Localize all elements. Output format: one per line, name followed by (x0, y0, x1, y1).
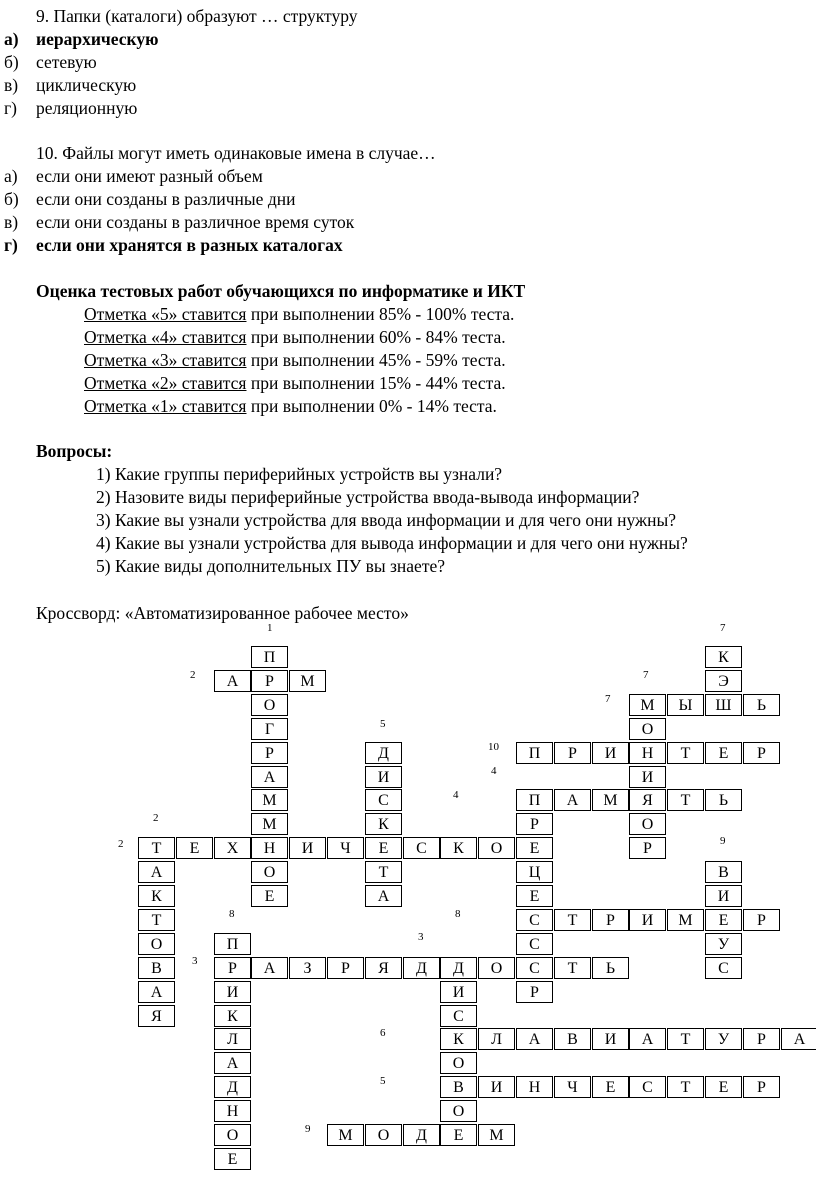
crossword-cell: Н (251, 837, 288, 859)
grading-mark: Отметка «1» ставится (84, 396, 247, 416)
crossword-cell: О (251, 861, 288, 883)
crossword-cell: А (251, 766, 288, 788)
grading-condition: при выполнении 0% - 14% теста. (246, 396, 497, 416)
clue-number: 10 (488, 741, 499, 753)
crossword-cell: О (478, 837, 515, 859)
clue-number: 3 (418, 931, 424, 943)
crossword-cell: О (629, 813, 666, 835)
clue-number: 2 (118, 838, 124, 850)
crossword-cell: Р (743, 909, 780, 931)
question-10-text: 10. Файлы могут иметь одинаковые имена в случае… (36, 143, 436, 163)
crossword-cell: Т (365, 861, 402, 883)
crossword-cell: Д (214, 1076, 251, 1098)
grading-condition: при выполнении 60% - 84% теста. (246, 327, 506, 347)
crossword-cell: Ь (592, 957, 629, 979)
clue-number: 9 (720, 835, 726, 847)
option-text: если они имеют разный объем (36, 166, 263, 186)
crossword-cell: С (440, 1005, 477, 1027)
crossword-cell: Ь (743, 694, 780, 716)
option-label: а) (4, 29, 19, 49)
crossword-cell: Р (516, 813, 553, 835)
crossword-cell: О (629, 718, 666, 740)
crossword-cell: К (365, 813, 402, 835)
crossword-cell: Т (667, 1028, 704, 1050)
crossword-cell: Т (138, 837, 175, 859)
crossword-cell: М (592, 789, 629, 811)
crossword-cell: И (478, 1076, 515, 1098)
crossword-cell: А (214, 1052, 251, 1074)
grading-row (84, 303, 514, 325)
grading-condition: при выполнении 45% - 59% теста. (246, 350, 506, 370)
crossword-cell: Ш (705, 694, 742, 716)
crossword-cell: Р (743, 1028, 780, 1050)
crossword-title: Кроссворд: «Автоматизированное рабочее место» (36, 603, 409, 623)
crossword-cell: С (403, 837, 440, 859)
crossword-cell: Д (403, 957, 440, 979)
crossword-cell: Ц (516, 861, 553, 883)
crossword-cell: А (365, 885, 402, 907)
crossword-cell: Ы (667, 694, 704, 716)
crossword-cell: В (705, 861, 742, 883)
clue-number: 7 (643, 669, 649, 681)
questions-title: Вопросы: (36, 441, 113, 461)
question-item: 2) Назовите виды периферийные устройства ввода-вывода информации? (96, 487, 640, 507)
crossword-cell: Е (705, 1076, 742, 1098)
crossword-cell: М (251, 789, 288, 811)
crossword-cell: К (214, 1005, 251, 1027)
crossword-cell: Ч (327, 837, 364, 859)
crossword-cell: Х (214, 837, 251, 859)
crossword-cell: Г (251, 718, 288, 740)
crossword-cell: Д (440, 957, 477, 979)
crossword-cell: М (327, 1124, 364, 1146)
crossword-cell: О (214, 1124, 251, 1146)
crossword-cell: З (289, 957, 326, 979)
crossword-cell: Т (667, 1076, 704, 1098)
crossword-cell: С (516, 957, 553, 979)
crossword-cell: Я (138, 1005, 175, 1027)
crossword-cell: П (214, 933, 251, 955)
crossword-cell: Е (516, 837, 553, 859)
crossword-cell: О (440, 1100, 477, 1122)
question-9-text: 9. Папки (каталоги) образуют … структуру (36, 6, 358, 26)
option-text: если они созданы в различные дни (36, 189, 296, 209)
crossword-cell: Д (403, 1124, 440, 1146)
crossword-cell: И (440, 981, 477, 1003)
crossword-cell: М (667, 909, 704, 931)
crossword-cell: М (289, 670, 326, 692)
grading-row (84, 349, 506, 371)
crossword-cell: Е (705, 909, 742, 931)
crossword-cell: М (478, 1124, 515, 1146)
crossword-cell: М (629, 694, 666, 716)
crossword-cell: К (440, 837, 477, 859)
crossword-cell: Т (667, 742, 704, 764)
crossword-cell: Ь (705, 789, 742, 811)
crossword-cell: Е (365, 837, 402, 859)
crossword-cell: И (289, 837, 326, 859)
crossword-cell: А (251, 957, 288, 979)
crossword-cell: У (705, 933, 742, 955)
clue-number: 7 (720, 622, 726, 634)
crossword-cell: В (138, 957, 175, 979)
option-label: в) (4, 75, 19, 95)
crossword-cell: Д (365, 742, 402, 764)
crossword-cell: Р (629, 837, 666, 859)
crossword-cell: А (138, 861, 175, 883)
crossword-cell: Т (554, 909, 591, 931)
clue-number: 1 (267, 622, 273, 634)
crossword-cell: Е (214, 1148, 251, 1170)
question-item: 3) Какие вы узнали устройства для ввода информации и для чего они нужны? (96, 510, 677, 530)
option-label: б) (4, 52, 19, 72)
crossword-cell: Е (705, 742, 742, 764)
crossword-cell: С (516, 909, 553, 931)
crossword-cell: А (138, 981, 175, 1003)
crossword-cell: А (554, 789, 591, 811)
clue-number: 8 (229, 908, 235, 920)
crossword-cell: А (214, 670, 251, 692)
crossword-cell: И (629, 909, 666, 931)
clue-number: 7 (605, 693, 611, 705)
crossword-cell: А (629, 1028, 666, 1050)
option-label: а) (4, 166, 18, 186)
crossword-cell: Р (251, 670, 288, 692)
crossword-cell: Р (743, 742, 780, 764)
crossword-cell: Т (138, 909, 175, 931)
crossword-cell: И (365, 766, 402, 788)
crossword-cell: Л (214, 1028, 251, 1050)
crossword-cell: П (516, 742, 553, 764)
crossword-cell: О (365, 1124, 402, 1146)
crossword-cell: Л (478, 1028, 515, 1050)
clue-number: 4 (453, 789, 459, 801)
crossword-cell: А (781, 1028, 816, 1050)
crossword-cell: Р (516, 981, 553, 1003)
clue-number: 4 (491, 765, 497, 777)
clue-number: 6 (380, 1027, 386, 1039)
crossword-cell: Р (214, 957, 251, 979)
crossword-cell: Я (365, 957, 402, 979)
crossword-cell: Р (554, 742, 591, 764)
clue-number: 9 (305, 1123, 311, 1135)
clue-number: 8 (455, 908, 461, 920)
crossword-cell: В (554, 1028, 591, 1050)
crossword-cell: И (592, 1028, 629, 1050)
grading-mark: Отметка «2» ставится (84, 373, 247, 393)
crossword-cell: О (251, 694, 288, 716)
crossword-cell: И (629, 766, 666, 788)
option-label: в) (4, 212, 19, 232)
crossword-cell: С (705, 957, 742, 979)
crossword-cell: Р (743, 1076, 780, 1098)
crossword-cell: Е (176, 837, 213, 859)
option-label: б) (4, 189, 19, 209)
crossword-cell: С (629, 1076, 666, 1098)
clue-number: 3 (192, 955, 198, 967)
crossword-cell: К (440, 1028, 477, 1050)
crossword-cell: Е (592, 1076, 629, 1098)
option-label: г) (4, 235, 18, 255)
grading-condition: при выполнении 15% - 44% теста. (246, 373, 506, 393)
crossword-cell: У (705, 1028, 742, 1050)
grading-condition: при выполнении 85% - 100% теста. (246, 304, 515, 324)
crossword-cell: В (440, 1076, 477, 1098)
question-item: 4) Какие вы узнали устройства для вывода информации и для чего они нужны? (96, 533, 688, 553)
option-label: г) (4, 98, 18, 118)
crossword-cell: С (516, 933, 553, 955)
crossword-cell: О (478, 957, 515, 979)
crossword-cell: Н (214, 1100, 251, 1122)
crossword-cell: С (365, 789, 402, 811)
option-text: циклическую (36, 75, 137, 95)
crossword-cell: И (214, 981, 251, 1003)
grading-row (84, 395, 497, 417)
crossword-cell: К (138, 885, 175, 907)
question-item: 1) Какие группы периферийных устройств вы узнали? (96, 464, 503, 484)
clue-number: 5 (380, 718, 386, 730)
clue-number: 2 (190, 669, 196, 681)
clue-number: 2 (153, 812, 159, 824)
crossword-cell: П (251, 646, 288, 668)
crossword-cell: О (440, 1052, 477, 1074)
crossword-cell: Н (516, 1076, 553, 1098)
grading-row (84, 372, 506, 394)
clue-number: 5 (380, 1075, 386, 1087)
grading-mark: Отметка «5» ставится (84, 304, 247, 324)
crossword-cell: И (705, 885, 742, 907)
crossword-cell: Ч (554, 1076, 591, 1098)
grading-mark: Отметка «3» ставится (84, 350, 247, 370)
question-item: 5) Какие виды дополнительных ПУ вы знаете? (96, 556, 446, 576)
option-text: реляционную (36, 98, 138, 118)
crossword-cell: Р (251, 742, 288, 764)
crossword-cell: Н (629, 742, 666, 764)
crossword-cell: П (516, 789, 553, 811)
option-text: если они хранятся в разных каталогах (36, 235, 343, 255)
crossword-cell: Е (251, 885, 288, 907)
crossword-cell: Э (705, 670, 742, 692)
crossword-cell: Т (554, 957, 591, 979)
crossword-cell: Р (592, 909, 629, 931)
crossword-cell: Е (516, 885, 553, 907)
option-text: если они созданы в различное время суток (36, 212, 355, 232)
crossword-cell: А (516, 1028, 553, 1050)
crossword-cell: Я (629, 789, 666, 811)
grading-title: Оценка тестовых работ обучающихся по информатике и ИКТ (36, 281, 526, 301)
crossword-cell: Т (667, 789, 704, 811)
crossword-cell: Р (327, 957, 364, 979)
option-text: сетевую (36, 52, 97, 72)
option-text: иерархическую (36, 29, 159, 49)
grading-row (84, 326, 506, 348)
crossword-cell: Е (440, 1124, 477, 1146)
crossword-cell: М (251, 813, 288, 835)
crossword-cell: К (705, 646, 742, 668)
crossword-cell: И (592, 742, 629, 764)
crossword-cell: О (138, 933, 175, 955)
grading-mark: Отметка «4» ставится (84, 327, 247, 347)
